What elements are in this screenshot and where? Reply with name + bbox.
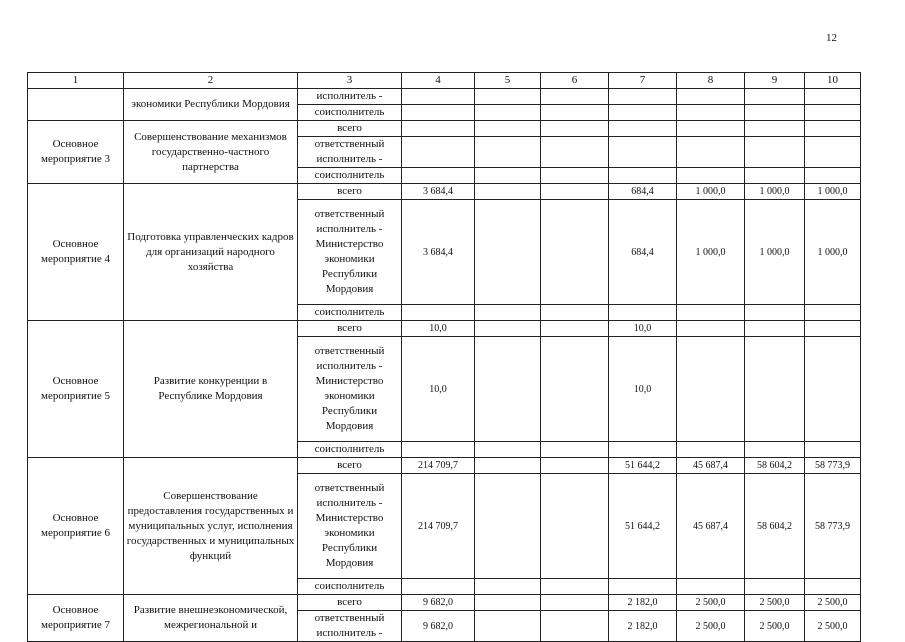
event-description-cell: экономики Республики Мордовия	[124, 89, 298, 121]
amount-cell	[402, 168, 475, 184]
event-name-cell: Основное мероприятие 7	[28, 595, 124, 642]
role-cell: ответственный исполнитель - Министерство экономики Республики Мордовия	[298, 337, 402, 442]
amount-cell	[677, 579, 745, 595]
amount-cell	[805, 168, 861, 184]
amount-cell: 1 000,0	[745, 184, 805, 200]
amount-cell	[402, 305, 475, 321]
amount-cell	[475, 611, 541, 642]
column-header: 8	[677, 73, 745, 89]
amount-cell: 1 000,0	[745, 200, 805, 305]
event-name-cell: Основное мероприятие 6	[28, 458, 124, 595]
amount-cell	[745, 337, 805, 442]
amount-cell	[475, 105, 541, 121]
amount-cell: 2 500,0	[677, 611, 745, 642]
amount-cell	[677, 121, 745, 137]
amount-cell	[745, 137, 805, 168]
role-cell: всего	[298, 184, 402, 200]
amount-cell	[609, 579, 677, 595]
page-number: 12	[826, 32, 837, 44]
amount-cell	[805, 137, 861, 168]
amount-cell: 1 000,0	[677, 184, 745, 200]
role-cell: соисполнитель	[298, 305, 402, 321]
event-description-cell: Подготовка управленческих кадров для организаций народного хозяйства	[124, 184, 298, 321]
column-header: 7	[609, 73, 677, 89]
table-row	[28, 121, 861, 137]
amount-cell: 2 182,0	[609, 611, 677, 642]
amount-cell	[475, 200, 541, 305]
amount-cell	[677, 89, 745, 105]
column-header: 6	[541, 73, 609, 89]
event-name-cell: Основное мероприятие 3	[28, 121, 124, 184]
amount-cell	[541, 105, 609, 121]
amount-cell	[475, 89, 541, 105]
table-row	[28, 89, 861, 105]
role-cell: ответственный исполнитель - Министерство экономики Республики Мордовия	[298, 474, 402, 579]
amount-cell: 684,4	[609, 200, 677, 305]
amount-cell: 2 500,0	[745, 595, 805, 611]
amount-cell	[677, 305, 745, 321]
amount-cell: 58 604,2	[745, 458, 805, 474]
event-description-cell: Развитие конкуренции в Республике Мордовия	[124, 321, 298, 458]
amount-cell: 2 500,0	[745, 611, 805, 642]
column-header: 5	[475, 73, 541, 89]
role-cell: ответственный исполнитель - Министерство экономики Республики Мордовия	[298, 200, 402, 305]
amount-cell	[745, 121, 805, 137]
amount-cell	[609, 137, 677, 168]
amount-cell: 45 687,4	[677, 474, 745, 579]
amount-cell	[745, 105, 805, 121]
table-row	[28, 595, 861, 611]
column-header: 9	[745, 73, 805, 89]
amount-cell	[541, 458, 609, 474]
amount-cell	[475, 168, 541, 184]
amount-cell	[609, 89, 677, 105]
amount-cell	[402, 121, 475, 137]
amount-cell	[609, 168, 677, 184]
amount-cell	[541, 184, 609, 200]
role-cell: соисполнитель	[298, 579, 402, 595]
amount-cell	[677, 105, 745, 121]
event-name-cell: Основное мероприятие 4	[28, 184, 124, 321]
column-header: 10	[805, 73, 861, 89]
amount-cell: 1 000,0	[677, 200, 745, 305]
role-cell: всего	[298, 121, 402, 137]
amount-cell	[541, 121, 609, 137]
amount-cell	[541, 595, 609, 611]
amount-cell	[805, 337, 861, 442]
amount-cell: 45 687,4	[677, 458, 745, 474]
role-cell: ответственный исполнитель -	[298, 611, 402, 642]
amount-cell	[805, 579, 861, 595]
amount-cell	[475, 579, 541, 595]
amount-cell	[609, 121, 677, 137]
amount-cell	[745, 168, 805, 184]
table-header-row	[28, 73, 861, 89]
column-header: 1	[28, 73, 124, 89]
amount-cell	[677, 337, 745, 442]
amount-cell: 2 500,0	[677, 595, 745, 611]
column-header: 4	[402, 73, 475, 89]
amount-cell	[677, 442, 745, 458]
amount-cell	[609, 442, 677, 458]
amount-cell: 10,0	[402, 337, 475, 442]
amount-cell	[475, 595, 541, 611]
amount-cell: 10,0	[402, 321, 475, 337]
amount-cell	[677, 137, 745, 168]
amount-cell: 58 773,9	[805, 458, 861, 474]
amount-cell	[677, 168, 745, 184]
budget-table	[27, 72, 861, 642]
amount-cell: 10,0	[609, 337, 677, 442]
amount-cell	[475, 321, 541, 337]
amount-cell	[805, 305, 861, 321]
amount-cell: 3 684,4	[402, 184, 475, 200]
amount-cell	[541, 337, 609, 442]
amount-cell	[745, 321, 805, 337]
amount-cell	[541, 474, 609, 579]
amount-cell: 51 644,2	[609, 458, 677, 474]
amount-cell	[541, 442, 609, 458]
amount-cell: 51 644,2	[609, 474, 677, 579]
amount-cell	[745, 89, 805, 105]
amount-cell	[475, 474, 541, 579]
event-name-cell	[28, 89, 124, 121]
amount-cell	[402, 579, 475, 595]
amount-cell	[541, 579, 609, 595]
amount-cell: 2 500,0	[805, 595, 861, 611]
amount-cell	[475, 184, 541, 200]
event-description-cell: Совершенствование механизмов государственно-частного партнерства	[124, 121, 298, 184]
amount-cell: 9 682,0	[402, 595, 475, 611]
role-cell: исполнитель -	[298, 89, 402, 105]
amount-cell	[609, 105, 677, 121]
amount-cell	[475, 137, 541, 168]
amount-cell: 684,4	[609, 184, 677, 200]
role-cell: соисполнитель	[298, 105, 402, 121]
event-description-cell: Развитие внешнеэкономической, межрегиональной и	[124, 595, 298, 642]
amount-cell	[805, 321, 861, 337]
amount-cell	[541, 200, 609, 305]
column-header: 2	[124, 73, 298, 89]
amount-cell	[541, 137, 609, 168]
amount-cell	[402, 137, 475, 168]
amount-cell	[609, 305, 677, 321]
table-body	[28, 89, 861, 642]
amount-cell: 10,0	[609, 321, 677, 337]
amount-cell	[475, 305, 541, 321]
amount-cell	[475, 458, 541, 474]
amount-cell	[541, 168, 609, 184]
amount-cell	[402, 105, 475, 121]
amount-cell	[805, 442, 861, 458]
amount-cell: 2 182,0	[609, 595, 677, 611]
amount-cell	[805, 105, 861, 121]
event-description-cell: Совершенствование предоставления государственных и муниципальных услуг, исполнения государственных и муниципальных функций	[124, 458, 298, 595]
amount-cell: 2 500,0	[805, 611, 861, 642]
amount-cell: 3 684,4	[402, 200, 475, 305]
role-cell: ответственный исполнитель -	[298, 137, 402, 168]
amount-cell	[805, 89, 861, 105]
role-cell: всего	[298, 595, 402, 611]
amount-cell: 58 773,9	[805, 474, 861, 579]
amount-cell	[475, 442, 541, 458]
role-cell: всего	[298, 321, 402, 337]
amount-cell	[745, 442, 805, 458]
amount-cell	[541, 321, 609, 337]
amount-cell	[745, 305, 805, 321]
amount-cell	[475, 337, 541, 442]
amount-cell	[745, 579, 805, 595]
amount-cell: 1 000,0	[805, 184, 861, 200]
amount-cell: 1 000,0	[805, 200, 861, 305]
amount-cell	[402, 442, 475, 458]
amount-cell: 9 682,0	[402, 611, 475, 642]
event-name-cell: Основное мероприятие 5	[28, 321, 124, 458]
table-row	[28, 321, 861, 337]
table-row	[28, 458, 861, 474]
amount-cell: 214 709,7	[402, 474, 475, 579]
amount-cell: 58 604,2	[745, 474, 805, 579]
role-cell: соисполнитель	[298, 442, 402, 458]
amount-cell	[475, 121, 541, 137]
table-row	[28, 184, 861, 200]
amount-cell: 214 709,7	[402, 458, 475, 474]
role-cell: соисполнитель	[298, 168, 402, 184]
amount-cell	[541, 611, 609, 642]
amount-cell	[805, 121, 861, 137]
amount-cell	[677, 321, 745, 337]
amount-cell	[541, 89, 609, 105]
column-header: 3	[298, 73, 402, 89]
amount-cell	[402, 89, 475, 105]
role-cell: всего	[298, 458, 402, 474]
amount-cell	[541, 305, 609, 321]
